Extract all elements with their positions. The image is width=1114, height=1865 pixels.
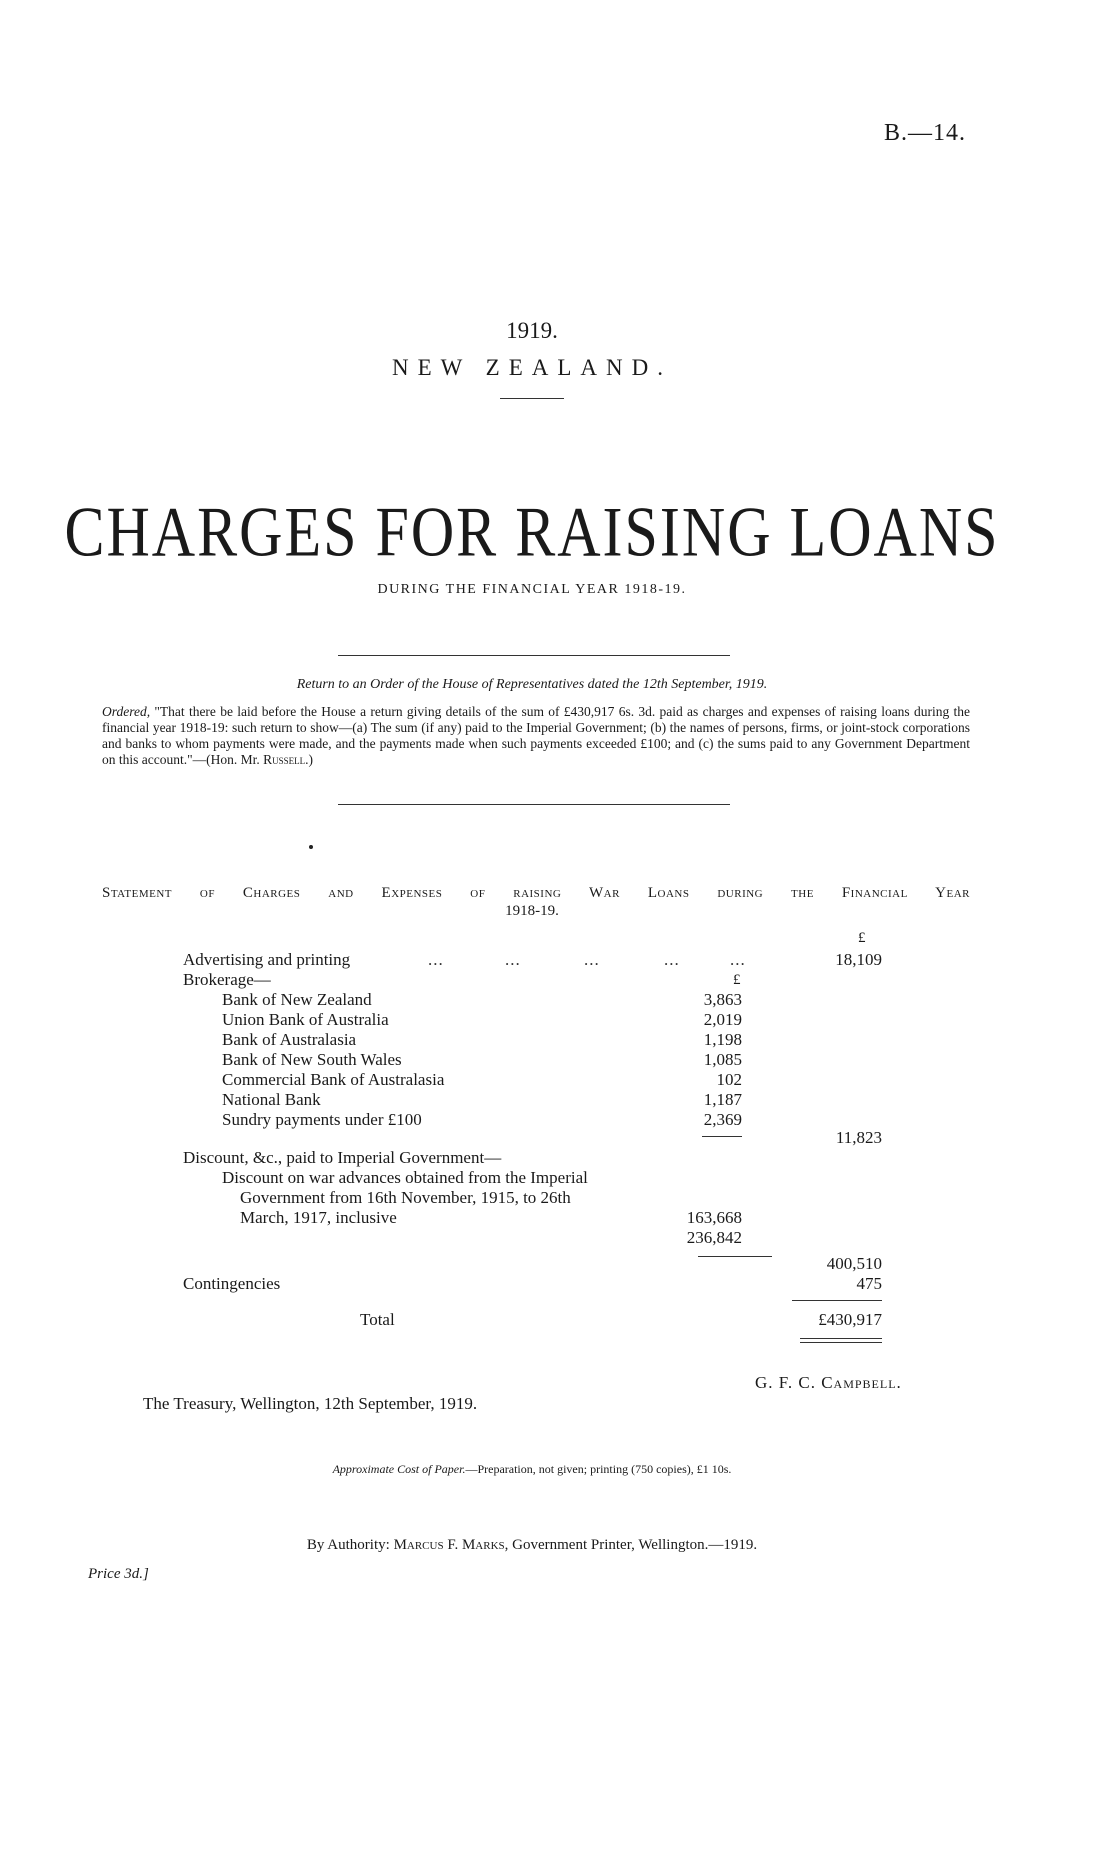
order-label: Ordered, [102,704,151,719]
total-label: Total [360,1310,395,1329]
brokerage-bank-value: 102 [716,1070,742,1089]
subtotal-rule [698,1256,772,1257]
brokerage-bank-value: 2,019 [703,1010,742,1029]
order-paragraph [102,704,970,768]
leader-dots: ... [584,950,600,969]
advertising-label: Advertising and printing [183,950,351,969]
brokerage-bank-label: Bank of Australasia [222,1030,357,1049]
currency-header: £ [733,972,741,988]
divider [500,398,564,399]
discount-value: 163,668 [686,1208,742,1227]
cost-label: Approximate Cost of Paper. [332,1462,466,1476]
statement-year: 1918-19. [505,903,559,919]
discount-text: Discount on war advances obtained from the Imperial [222,1168,588,1187]
brokerage-heading: Brokerage— [183,970,271,989]
paper-reference: B.—14. [883,120,966,146]
order-mover: Russell [263,752,306,767]
printer-imprint [0,1537,1064,1554]
brokerage-bank-label: Bank of New Zealand [222,990,372,1009]
brokerage-bank-value: 2,369 [703,1110,742,1129]
brokerage-bank-value: 1,085 [703,1050,742,1069]
year: 1919. [506,318,558,343]
discount-total: 400,510 [826,1254,882,1273]
brokerage-bank-label: Sundry payments under £100 [222,1110,422,1129]
brokerage-bank-value: 1,187 [703,1090,742,1109]
signature: G. F. C. Campbell. [755,1373,902,1392]
leader-dots: ... [505,950,521,969]
discount-text: March, 1917, inclusive [240,1208,397,1227]
stray-mark [309,845,313,849]
document-title: CHARGES FOR RAISING LOANS [64,492,1000,571]
total-value: £430,917 [818,1310,882,1329]
brokerage-bank-label: Bank of New South Wales [222,1050,402,1069]
statement-heading: Statement of Charges and Expenses of raising War Loans during the Financial Year [102,885,970,901]
double-rule [800,1338,882,1339]
return-order-line: Return to an Order of the House of Representatives dated the 12th September, 1919. [296,677,768,692]
brokerage-total: 11,823 [835,1128,882,1147]
leader-dots: ... [664,950,680,969]
leader-dots: ... [730,950,746,969]
discount-value: 236,842 [686,1228,742,1247]
imprint-suffix: , Government Printer, Wellington.—1919. [504,1537,758,1553]
printer-name: Marcus F. Marks [393,1537,505,1553]
currency-header: £ [858,930,866,946]
order-close: .) [305,752,314,767]
brokerage-bank-label: National Bank [222,1090,321,1109]
brokerage-bank-value: 3,863 [703,990,742,1009]
divider [338,655,730,656]
contingencies-label: Contingencies [183,1274,281,1293]
discount-heading: Discount, &c., paid to Imperial Government— [183,1148,502,1167]
brokerage-bank-value: 1,198 [703,1030,742,1049]
double-rule [800,1342,882,1343]
subtotal-rule [702,1136,742,1137]
country: NEW ZEALAND. [391,355,673,380]
imprint-prefix: By Authority: [306,1537,394,1553]
contingencies-value: 475 [856,1274,882,1293]
treasury-dateline: The Treasury, Wellington, 12th September, 1919. [143,1394,478,1413]
brokerage-bank-label: Commercial Bank of Australasia [222,1070,445,1089]
divider [338,804,730,805]
cost-text: —Preparation, not given; printing (750 copies), £1 10s. [465,1462,732,1476]
leader-dots: ... [428,950,444,969]
price: Price 3d.] [88,1566,149,1582]
order-text: "That there be laid before the House a return giving details of the sum of £430,917 6s. 3d. paid as charges and expenses of raising loans during the financial year 1918-19: such return to show—(a) The sum (if any) paid to the Imperial Government; (b) the names of persons, firms, or joint-stock corporations and banks to whom payments were made, and the payments made when such payments exceeded £100; and (c) the sums paid to any Government Department on this account."—(Hon. Mr. [102,704,970,767]
total-rule [792,1300,882,1301]
discount-text: Government from 16th November, 1915, to 26th [240,1188,571,1207]
brokerage-bank-label: Union Bank of Australia [222,1010,389,1029]
cost-note [0,1462,1064,1477]
document-subtitle: DURING THE FINANCIAL YEAR 1918-19. [377,582,687,597]
advertising-value: 18,109 [835,950,882,969]
